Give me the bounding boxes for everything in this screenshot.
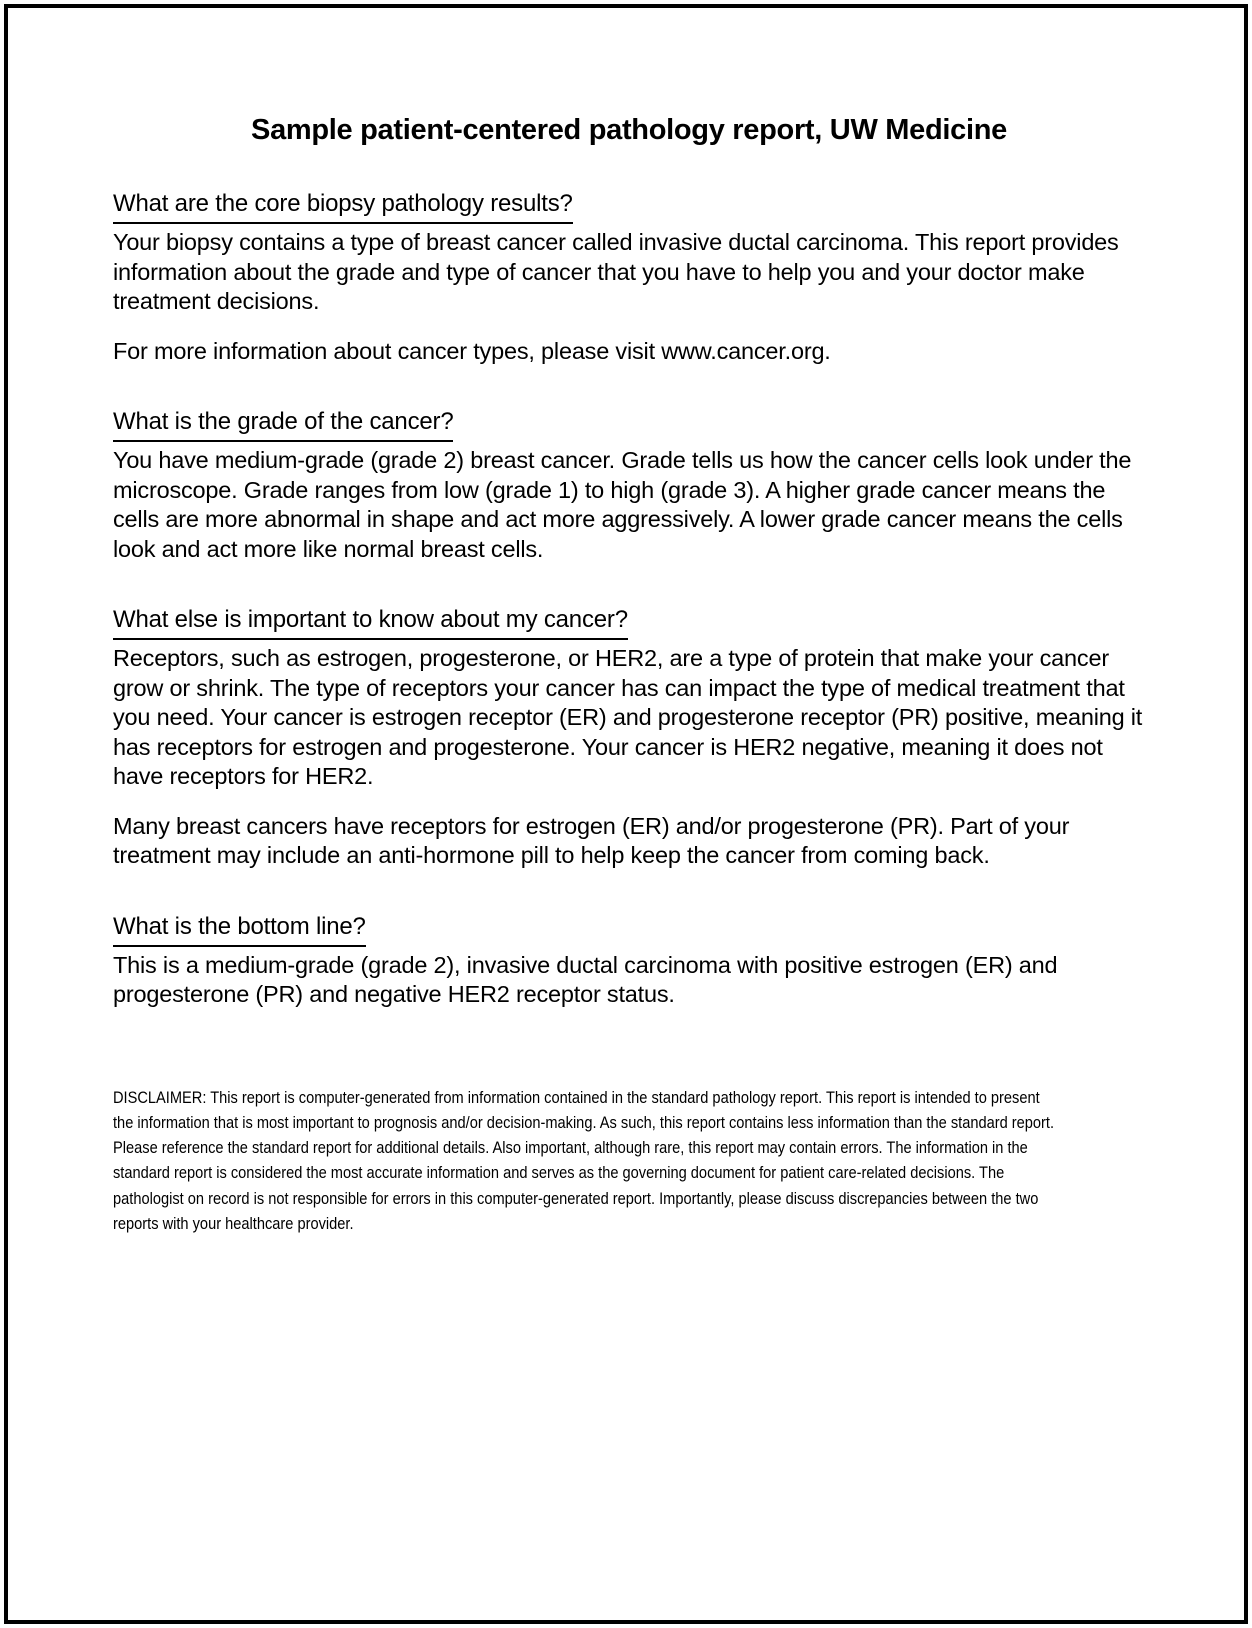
paragraph: For more information about cancer types, please visit www.cancer.org.	[113, 337, 831, 364]
paragraph: You have medium-grade (grade 2) breast cancer. Grade tells us how the cancer cells look under the microscope. Grade ranges from low (grade 1) to high (grade 3). A higher grade cancer means the cells are more abnormal in shape and act more aggressively. A lower grade cancer means the cells look and act more like normal breast cells.	[113, 447, 1132, 562]
section-heading: What else is important to know about my cancer?	[113, 606, 628, 640]
section-heading: What is the grade of the cancer?	[113, 408, 453, 442]
section-bottom-line	[113, 913, 1145, 1010]
paragraph: This is a medium-grade (grade 2), invasive ductal carcinoma with positive estrogen (ER) and progesterone (PR) and negative HER2 receptor status.	[113, 951, 1058, 1007]
section-heading: What is the bottom line?	[113, 913, 366, 947]
section-heading: What are the core biopsy pathology results?	[113, 190, 573, 224]
paragraph: Your biopsy contains a type of breast cancer called invasive ductal carcinoma. This report provides information about the grade and type of cancer that you have to help you and your doctor make treatment decisions.	[113, 229, 1119, 314]
section-cancer-grade	[113, 408, 1145, 564]
section-receptor-status	[113, 606, 1145, 871]
disclaimer-text: DISCLAIMER: This report is computer-generated from information contained in the standard pathology report. This report is intended to present the information that is most important to prognosis and/or decision-making. As such, this report contains less information than the standard report. Please reference the standard report for additional details. Also important, although rare, this report may contain errors. The information in the standard report is considered the most accurate information and serves as the governing document for patient care-related decisions. The pathologist on record is not responsible for errors in this computer-generated report. Importantly, please discuss discrepancies between the two reports with your healthcare provider.	[113, 1087, 1055, 1233]
page-title: Sample patient-centered pathology report, UW Medicine	[251, 114, 1007, 146]
paragraph: Many breast cancers have receptors for estrogen (ER) and/or progesterone (PR). Part of your treatment may include an anti-hormone pill to help keep the cancer from coming back.	[113, 812, 1070, 868]
section-core-biopsy-results	[113, 190, 1145, 366]
paragraph: Receptors, such as estrogen, progesterone, or HER2, are a type of protein that make your cancer grow or shrink. The type of receptors your cancer has can impact the type of medical treatment that you need. Your cancer is estrogen receptor (ER) and progesterone receptor (PR) positive, meaning it has receptors for estrogen and progesterone. Your cancer is HER2 negative, meaning it does not have receptors for HER2.	[113, 645, 1143, 789]
